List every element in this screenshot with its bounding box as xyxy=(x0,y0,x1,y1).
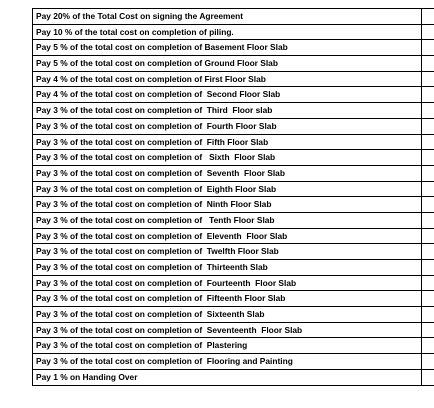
payment-term-cell[interactable]: Pay 1 % on Handing Over xyxy=(32,370,422,385)
table-row xyxy=(32,40,434,56)
payment-term-cell[interactable]: Pay 3 % of the total cost on completion of Twelfth Floor Slab xyxy=(32,244,422,259)
table-row xyxy=(32,244,434,260)
payment-term-cell[interactable]: Pay 5 % of the total cost on completion of Ground Floor Slab xyxy=(32,56,422,71)
table-row xyxy=(32,103,434,119)
payment-term-cell[interactable]: Pay 3 % of the total cost on completion of Fifteenth Floor Slab xyxy=(32,291,422,306)
empty-cell[interactable] xyxy=(422,56,434,71)
payment-term-cell[interactable]: Pay 3 % of the total cost on completion of Sixteenth Slab xyxy=(32,307,422,322)
payment-term-cell[interactable]: Pay 3 % of the total cost on completion of Sixth Floor Slab xyxy=(32,150,422,165)
empty-cell[interactable] xyxy=(422,135,434,150)
empty-cell[interactable] xyxy=(422,150,434,165)
payment-term-cell[interactable]: Pay 3 % of the total cost on completion of Seventeenth Floor Slab xyxy=(32,323,422,338)
empty-cell[interactable] xyxy=(422,87,434,102)
empty-cell[interactable] xyxy=(422,307,434,322)
table-row xyxy=(32,25,434,41)
table-row xyxy=(32,72,434,88)
table-row xyxy=(32,166,434,182)
table-row xyxy=(32,276,434,292)
payment-term-cell[interactable]: Pay 3 % of the total cost on completion of Third Floor slab xyxy=(32,103,422,118)
payment-term-cell[interactable]: Pay 5 % of the total cost on completion of Basement Floor Slab xyxy=(32,40,422,55)
empty-cell[interactable] xyxy=(422,25,434,40)
empty-cell[interactable] xyxy=(422,182,434,197)
table-row xyxy=(32,260,434,276)
table-row xyxy=(32,56,434,72)
table-row xyxy=(32,9,434,25)
empty-cell[interactable] xyxy=(422,354,434,369)
payment-term-cell[interactable]: Pay 4 % of the total cost on completion of Second Floor Slab xyxy=(32,87,422,102)
payment-term-cell[interactable]: Pay 3 % of the total cost on completion of Thirteenth Slab xyxy=(32,260,422,275)
table-row xyxy=(32,87,434,103)
payment-term-cell[interactable]: Pay 3 % of the total cost on completion of Fifth Floor Slab xyxy=(32,135,422,150)
empty-cell[interactable] xyxy=(422,213,434,228)
table-row xyxy=(32,354,434,370)
payment-schedule-table xyxy=(32,8,434,386)
payment-term-cell[interactable]: Pay 3 % of the total cost on completion of Eleventh Floor Slab xyxy=(32,229,422,244)
empty-cell[interactable] xyxy=(422,166,434,181)
empty-cell[interactable] xyxy=(422,276,434,291)
empty-cell[interactable] xyxy=(422,9,434,24)
table-row xyxy=(32,182,434,198)
table-row xyxy=(32,338,434,354)
payment-term-cell[interactable]: Pay 4 % of the total cost on completion of First Floor Slab xyxy=(32,72,422,87)
empty-cell[interactable] xyxy=(422,323,434,338)
empty-cell[interactable] xyxy=(422,72,434,87)
payment-term-cell[interactable]: Pay 3 % of the total cost on completion of Flooring and Painting xyxy=(32,354,422,369)
table-row xyxy=(32,213,434,229)
empty-cell[interactable] xyxy=(422,119,434,134)
empty-cell[interactable] xyxy=(422,260,434,275)
payment-term-cell[interactable]: Pay 3 % of the total cost on completion of Fourth Floor Slab xyxy=(32,119,422,134)
table-row xyxy=(32,229,434,245)
empty-cell[interactable] xyxy=(422,197,434,212)
empty-cell[interactable] xyxy=(422,370,434,385)
payment-term-cell[interactable]: Pay 3 % of the total cost on completion of Seventh Floor Slab xyxy=(32,166,422,181)
empty-cell[interactable] xyxy=(422,244,434,259)
empty-cell[interactable] xyxy=(422,229,434,244)
payment-term-cell[interactable]: Pay 3 % of the total cost on completion of Tenth Floor Slab xyxy=(32,213,422,228)
table-row xyxy=(32,197,434,213)
empty-cell[interactable] xyxy=(422,40,434,55)
table-row xyxy=(32,323,434,339)
payment-term-cell[interactable]: Pay 10 % of the total cost on completion of piling. xyxy=(32,25,422,40)
payment-term-cell[interactable]: Pay 3 % of the total cost on completion of Eighth Floor Slab xyxy=(32,182,422,197)
table-row xyxy=(32,135,434,151)
table-row xyxy=(32,119,434,135)
payment-term-cell[interactable]: Pay 3 % of the total cost on completion of Ninth Floor Slab xyxy=(32,197,422,212)
empty-cell[interactable] xyxy=(422,103,434,118)
table-row xyxy=(32,307,434,323)
payment-term-cell[interactable]: Pay 3 % of the total cost on completion of Fourteenth Floor Slab xyxy=(32,276,422,291)
table-row xyxy=(32,370,434,386)
table-row xyxy=(32,291,434,307)
empty-cell[interactable] xyxy=(422,291,434,306)
table-row xyxy=(32,150,434,166)
empty-cell[interactable] xyxy=(422,338,434,353)
payment-term-cell[interactable]: Pay 20% of the Total Cost on signing the Agreement xyxy=(32,9,422,24)
payment-term-cell[interactable]: Pay 3 % of the total cost on completion of Plastering xyxy=(32,338,422,353)
